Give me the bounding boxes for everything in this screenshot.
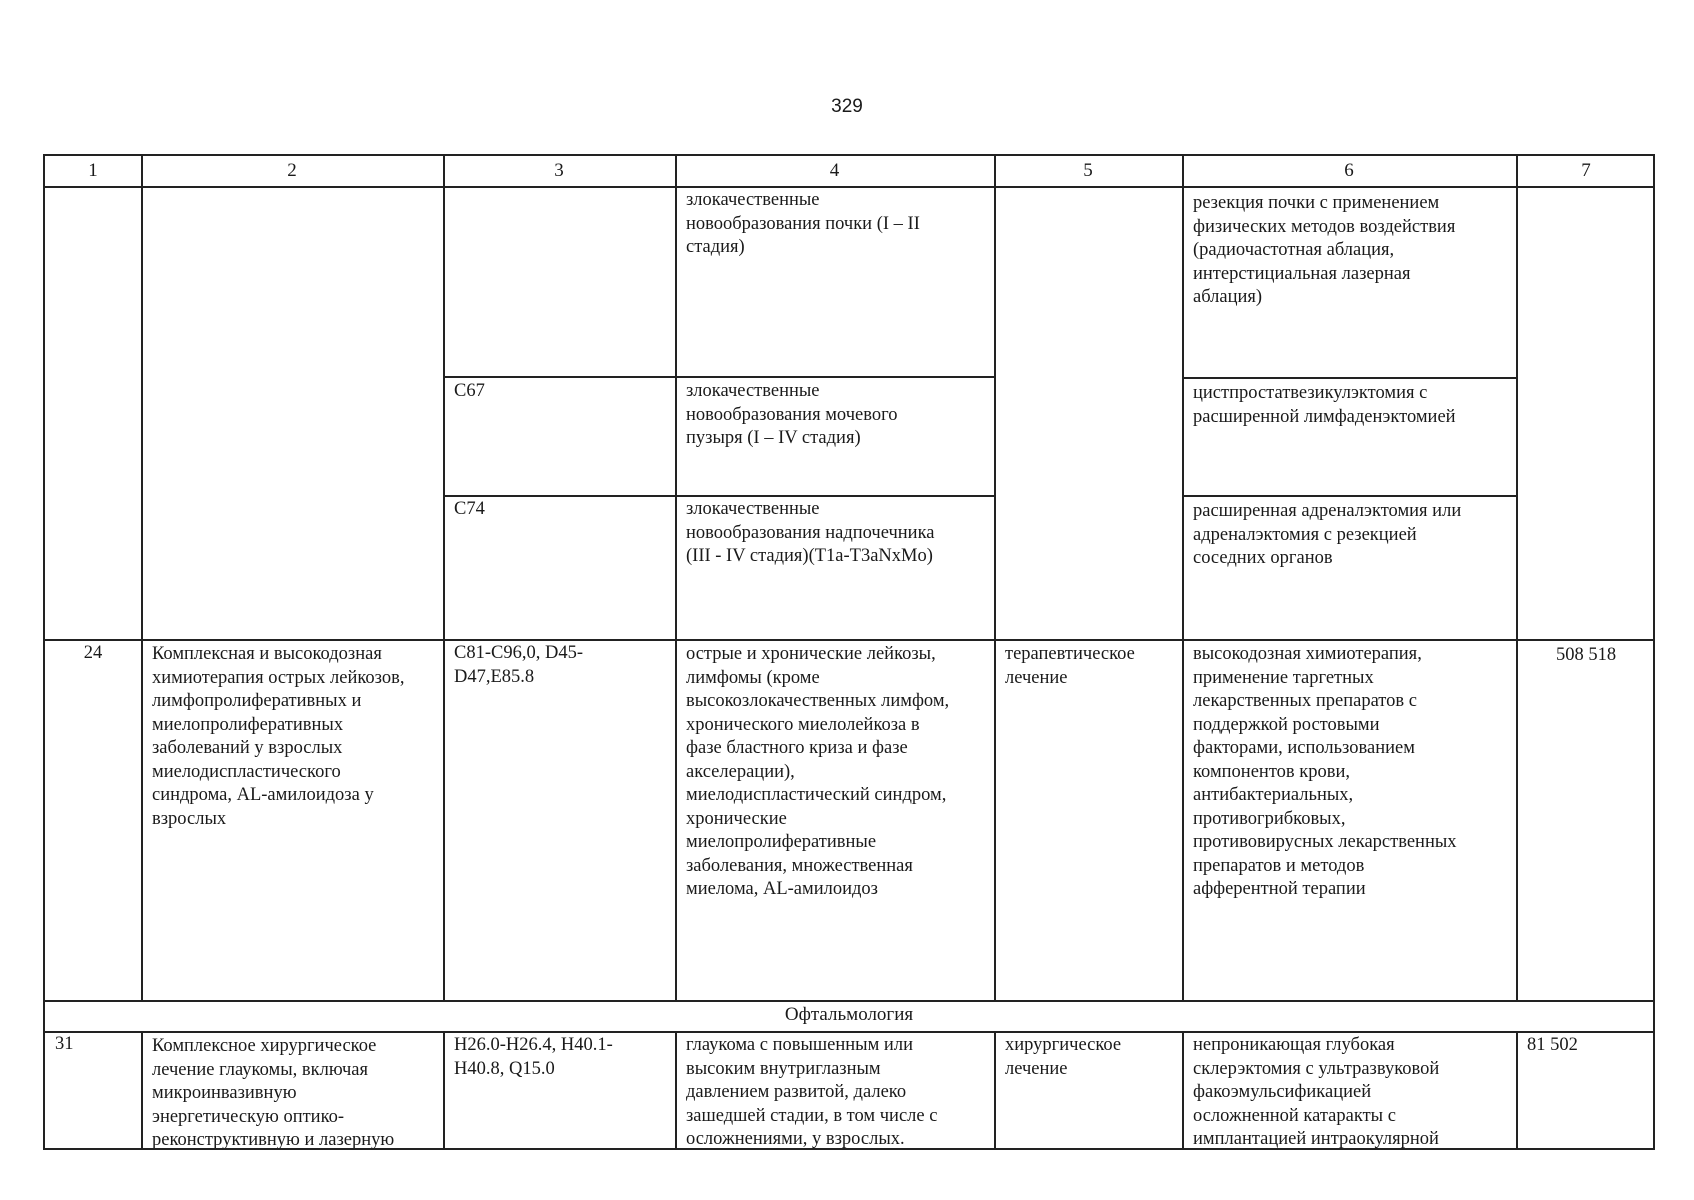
- column-divider: [1182, 156, 1184, 1000]
- table-cell-code: C67: [454, 381, 485, 401]
- section-header: Офтальмология: [784, 1004, 914, 1025]
- column-divider: [675, 156, 677, 1000]
- column-header-3: 3: [554, 160, 564, 181]
- medical-services-table: [43, 154, 1655, 1150]
- table-cell-method: резекция почки с применением физических методов воздействия (радиочастотная аблация, интерстициальная лазерная аблация): [1193, 193, 1456, 307]
- page-number: 329: [831, 96, 863, 117]
- subrow-divider: [443, 376, 994, 378]
- table-cell-number: 24: [83, 643, 103, 663]
- column-divider: [994, 1031, 996, 1150]
- table-cell-cost: 81 502: [1527, 1035, 1578, 1055]
- table-cell-desc: злокачественные новообразования почки (I – II стадия): [686, 190, 920, 257]
- table-cell-method: расширенная адреналэктомия или адреналэктомия с резекцией соседних органов: [1193, 501, 1462, 568]
- section-divider-top: [45, 1000, 1655, 1002]
- table-cell-type: хирургическое лечение: [1005, 1035, 1122, 1079]
- section-divider-bottom: [45, 1031, 1655, 1033]
- table-cell-number: 31: [55, 1034, 74, 1054]
- column-divider: [675, 1031, 677, 1150]
- column-header-6: 6: [1344, 160, 1354, 181]
- subrow-divider: [1182, 377, 1516, 379]
- column-divider: [443, 156, 445, 1000]
- table-cell-method: цистпростатвезикулэктомия с расширенной лимфаденэктомией: [1193, 383, 1456, 427]
- table-cell-desc: злокачественные новообразования надпочечника (III - IV стадия)(T1a-T3aNxMo): [686, 499, 935, 566]
- header-row-divider: [45, 186, 1655, 188]
- table-cell-method: высокодозная химиотерапия, применение таргетных лекарственных препаратов с поддержкой ростовыми факторами, использованием компонентов крови, антибактериальных, противогрибковых, противовирусных лекарственных препаратов и методов афферентной терапии: [1193, 644, 1457, 899]
- table-cell-codes: C81-C96,0, D45- D47,E85.8: [454, 643, 583, 687]
- table-cell-code: C74: [454, 499, 485, 519]
- table-cell-codes: H26.0-H26.4, H40.1- H40.8, Q15.0: [454, 1035, 613, 1079]
- subrow-divider: [443, 495, 994, 497]
- table-cell-desc: глаукома с повышенным или высоким внутриглазным давлением развитой, далеко зашедшей стадии, в том числе с осложнениями, у взрослых.: [686, 1035, 938, 1149]
- column-header-2: 2: [287, 160, 297, 181]
- column-divider: [1182, 1031, 1184, 1150]
- column-header-5: 5: [1083, 160, 1093, 181]
- column-divider: [1516, 1031, 1518, 1150]
- column-divider: [994, 156, 996, 1000]
- column-divider: [141, 1031, 143, 1150]
- table-cell-desc: острые и хронические лейкозы, лимфомы (кроме высокозлокачественных лимфом, хронического миелолейкоза в фазе бластного криза и фазе акселерации), миелодиспластический синдром, хронические миелопролиферативные заболевания, множественная миелома, AL-амилоидоз: [686, 644, 950, 899]
- column-header-1: 1: [88, 160, 98, 181]
- table-cell-desc: злокачественные новообразования мочевого пузыря (I – IV стадия): [686, 381, 898, 448]
- table-cell-cost: 508 518: [1555, 645, 1617, 665]
- column-divider: [443, 1031, 445, 1150]
- table-cell-name: Комплексная и высокодозная химиотерапия острых лейкозов, лимфопролиферативных и миелопролиферативных заболеваний у взрослых миелодиспластического синдрома, AL-амилоидоза у взрослых: [152, 644, 405, 829]
- table-cell-method: непроникающая глубокая склерэктомия с ультразвуковой факоэмульсификацией осложненной катаракты с имплантацией интраокулярной: [1193, 1035, 1440, 1149]
- subrow-divider: [1182, 495, 1516, 497]
- column-header-7: 7: [1581, 160, 1591, 181]
- column-divider: [141, 156, 143, 1000]
- table-cell-type: терапевтическое лечение: [1005, 644, 1135, 688]
- column-header-4: 4: [829, 160, 840, 181]
- row-divider: [45, 639, 1655, 641]
- column-divider: [1516, 156, 1518, 1000]
- table-cell-name: Комплексное хирургическое лечение глаукомы, включая микроинвазивную энергетическую оптико- реконструктивную и лазерную: [152, 1036, 395, 1150]
